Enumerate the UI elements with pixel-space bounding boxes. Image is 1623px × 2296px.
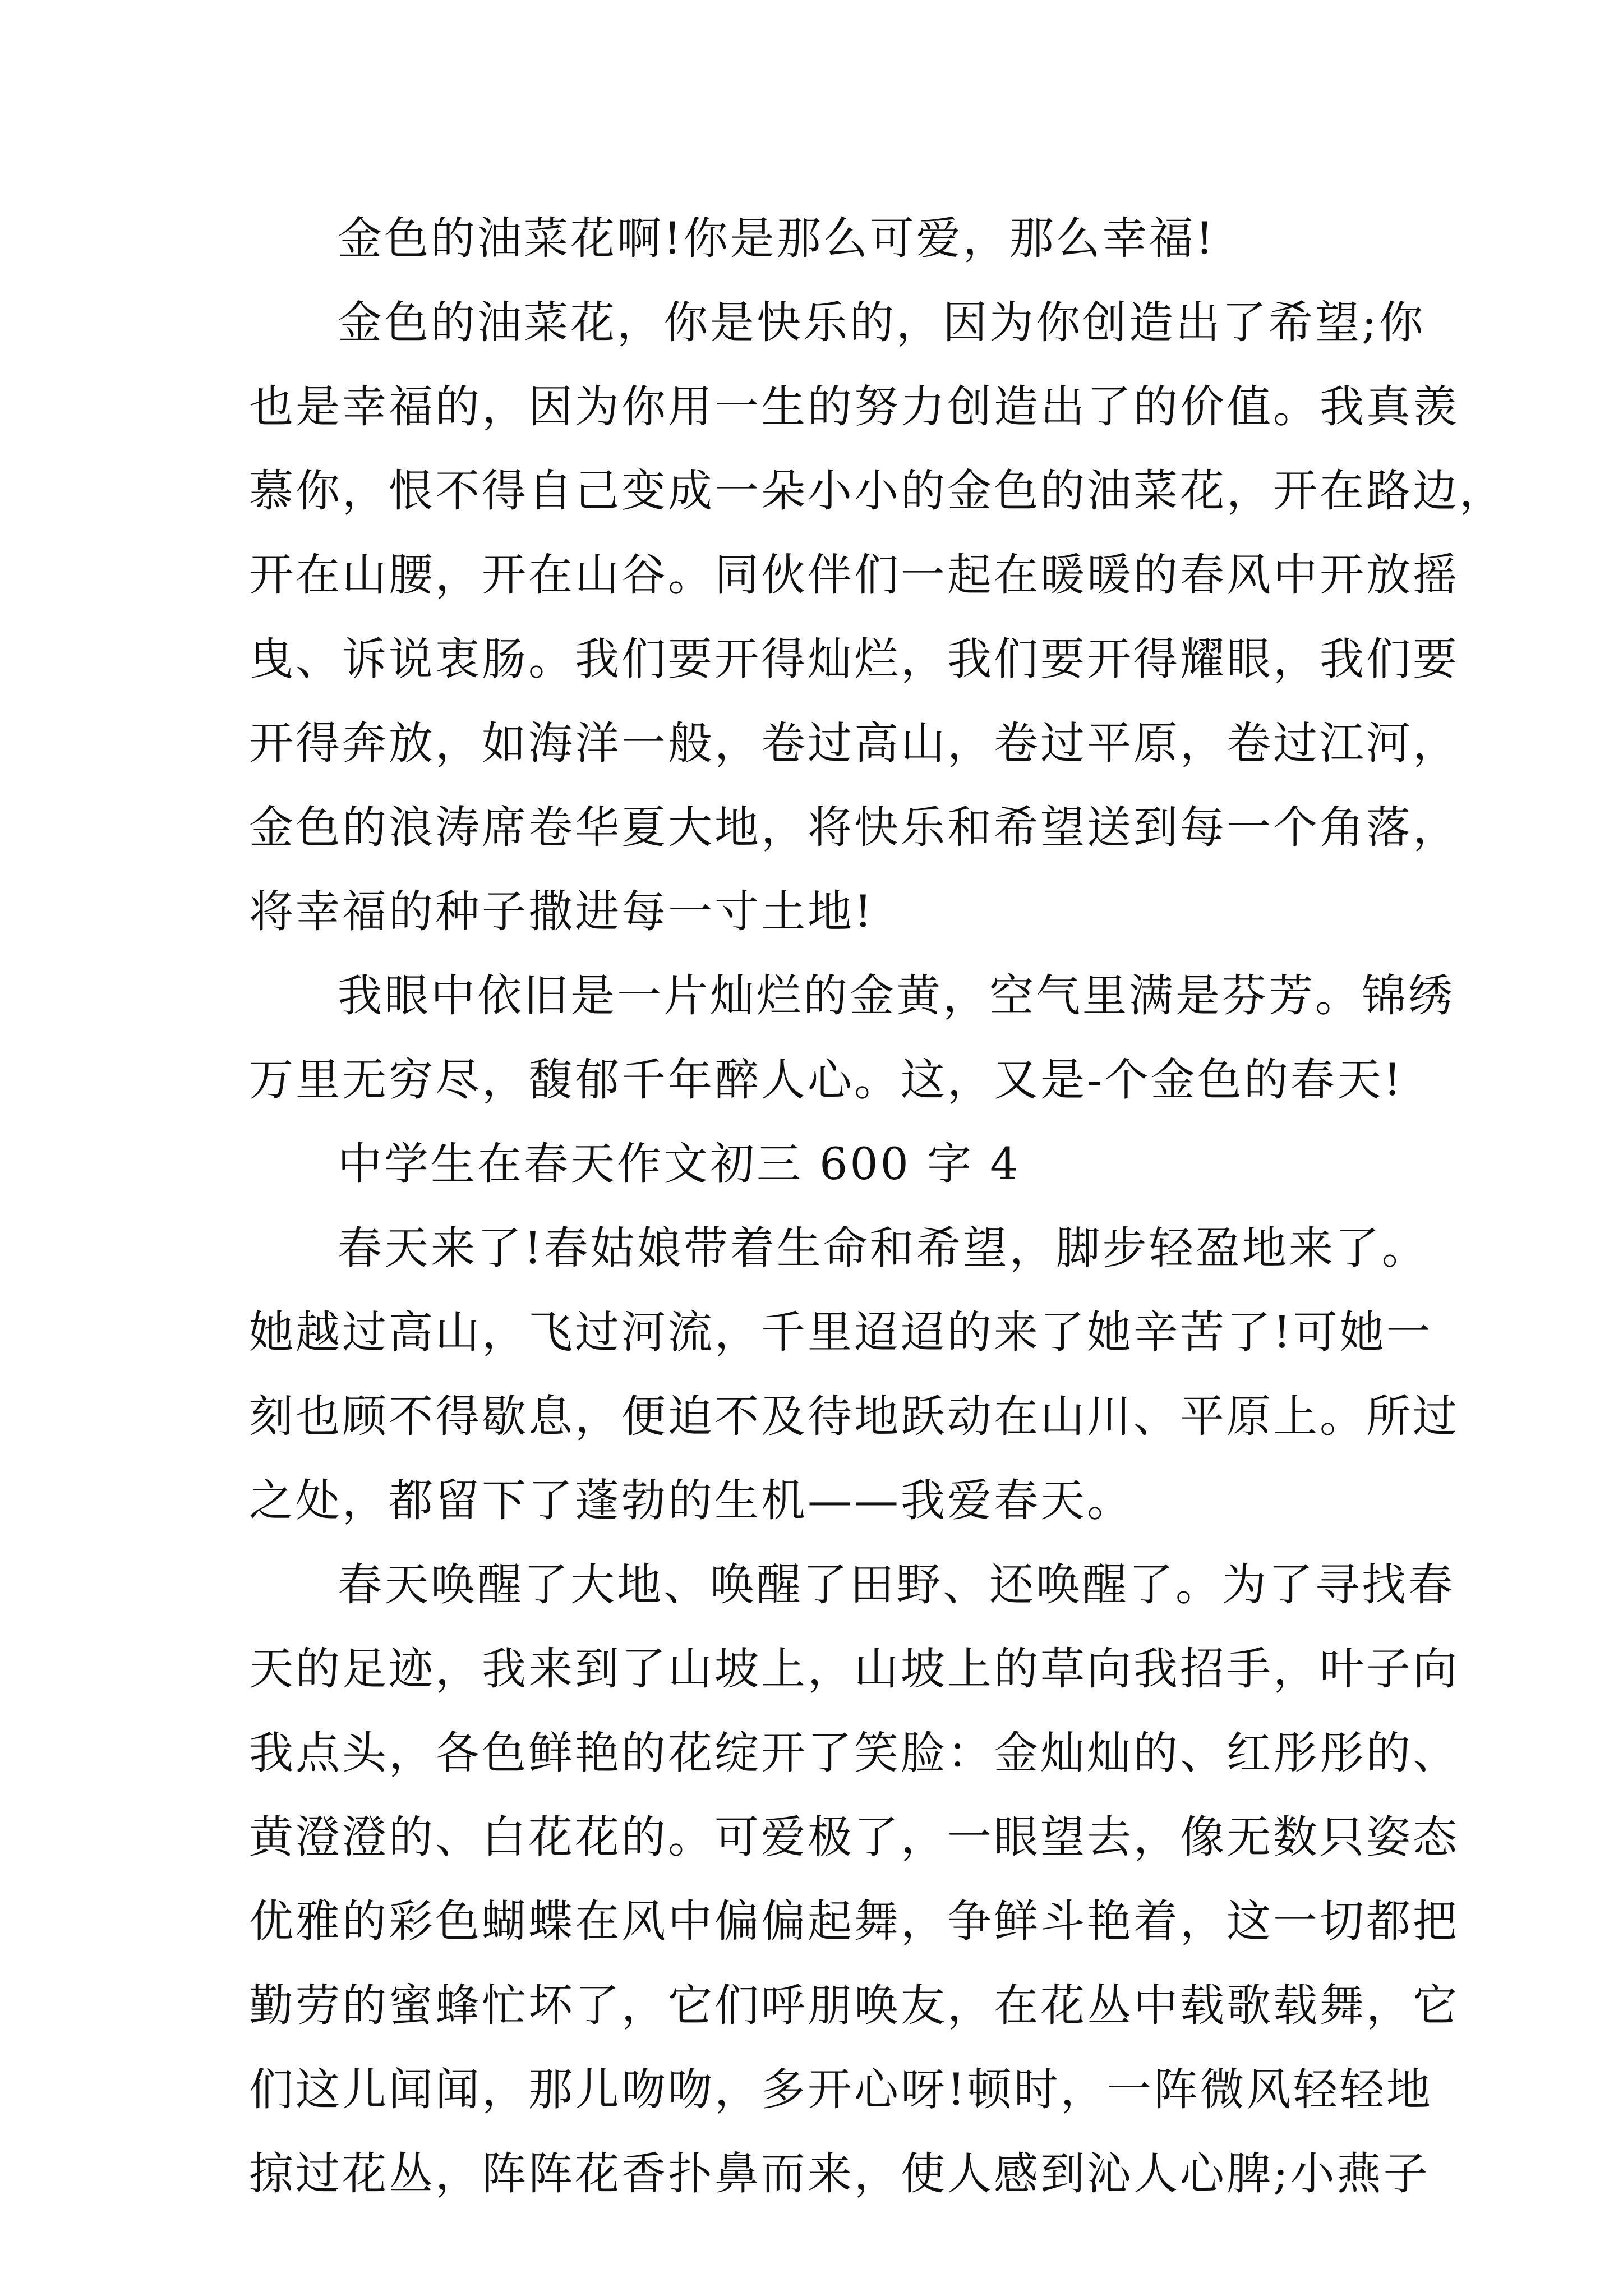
text-line: 刻也顾不得歇息，便迫不及待地跃动在山川、平原上。所过 [249,1391,1459,1442]
text-line: 掠过花丛，阵阵花香扑鼻而来，使人感到沁人心脾;小燕子 [249,2148,1430,2200]
text-line: 金色的浪涛席卷华夏大地，将快乐和希望送到每一个角落， [249,802,1459,853]
section-heading: 中学生在春天作文初三 600 字 4 [338,1138,1021,1190]
text-line: 春天唤醒了大地、唤醒了田野、还唤醒了。为了寻找春 [338,1559,1455,1611]
text-line: 慕你，恨不得自己变成一朵小小的金色的油菜花，开在路边， [249,465,1506,517]
text-line: 优雅的彩色蝴蝶在风中偏偏起舞，争鲜斗艳着，这一切都把 [249,1895,1459,1947]
text-line: 我点头，各色鲜艳的花绽开了笑脸：金灿灿的、红彤彤的、 [249,1727,1459,1779]
text-line: 开得奔放，如海洋一般，卷过高山，卷过平原，卷过江河， [249,717,1459,769]
text-line: 她越过高山，飞过河流，千里迢迢的来了她辛苦了!可她一 [249,1306,1433,1358]
text-line: 万里无穷尽，馥郁千年醉人心。这，又是-个金色的春天! [249,1054,1404,1106]
text-line: 也是幸福的，因为你用一生的努力创造出了的价值。我真羡 [249,381,1459,432]
text-line: 金色的油菜花啊!你是那么可爱，那么幸福! [338,213,1216,264]
text-line: 金色的油菜花，你是快乐的，因为你创造出了希望;你 [338,297,1426,348]
text-line: 黄澄澄的、白花花的。可爱极了，一眼望去，像无数只姿态 [249,1811,1459,1863]
document-body [249,196,1506,2216]
text-line: 开在山腰，开在山谷。同伙伴们一起在暖暖的春风中开放摇 [249,549,1459,601]
text-line: 春天来了!春姑娘带着生命和希望，脚步轻盈地来了。 [338,1222,1428,1274]
text-line: 我眼中依旧是一片灿烂的金黄，空气里满是芬芳。锦绣 [338,970,1455,1022]
text-line: 们这儿闻闻，那儿吻吻，多开心呀!顿时，一阵微风轻轻地 [249,2064,1433,2115]
text-line: 天的足迹，我来到了山坡上，山坡上的草向我招手，叶子向 [249,1643,1459,1695]
text-line: 勤劳的蜜蜂忙坏了，它们呼朋唤友，在花丛中载歌载舞，它 [249,1980,1459,2031]
text-line: 曳、诉说衷肠。我们要开得灿烂，我们要开得耀眼，我们要 [249,633,1459,685]
text-line: 之处，都留下了蓬勃的生机——我爱春天。 [249,1475,1133,1526]
text-line: 将幸福的种子撒进每一寸土地! [249,886,874,937]
